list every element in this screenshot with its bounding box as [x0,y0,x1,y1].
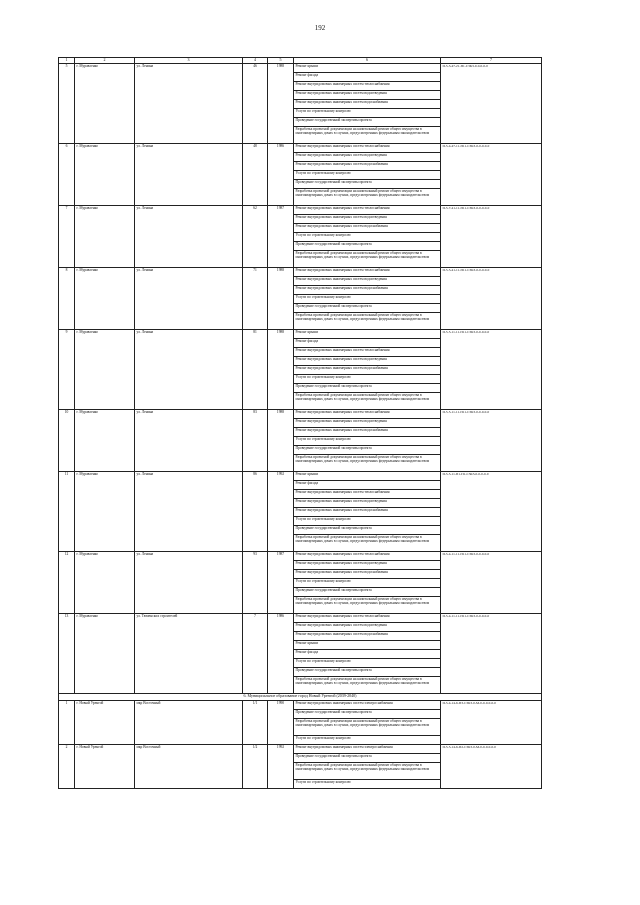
work-type-cell: Услуги по строительному контролю [294,295,441,304]
year-cell: 1992 [268,472,294,552]
work-type-cell: Разработка проектной документации на капитальный ремонт общего имущества в многоквартирных домах в случаях, предусмотренных федеральным законодательством [294,127,441,144]
work-type-cell: Ремонт внутридомовых инженерных систем водоотведения [294,499,441,508]
work-type-cell: Проведение государственной экспертизы проекта [294,710,441,719]
work-type-cell: Ремонт внутридомовых инженерных систем водоотведения [294,561,441,570]
table-row [59,144,542,153]
work-type-cell: Ремонт внутридомовых инженерных систем электроснабжения [294,745,441,754]
work-type-cell: Ремонт фасада [294,339,441,348]
table-row [59,472,542,481]
house-number-cell: 81 [243,330,268,410]
house-number-cell: 86 [243,472,268,552]
code-cell: II-5-3-47-21-П1-С3К3-0-0-0-0-0 [441,64,542,144]
table-row [59,268,542,277]
row-number: 13 [59,614,75,694]
work-type-cell: Проведение государственной экспертизы проекта [294,668,441,677]
house-number-cell: 1/1 [243,701,268,745]
row-number: 11 [59,472,75,552]
work-type-cell: Ремонт внутридомовых инженерных систем водоснабжения [294,508,441,517]
city-cell: г. Муравленко [75,206,135,268]
year-cell: 1988 [268,268,294,330]
work-type-cell: Ремонт внутридомовых инженерных систем водоотведения [294,419,441,428]
register-table [58,57,542,789]
city-cell: г. Новый Уренгой [75,745,135,789]
column-number: 2 [75,58,135,64]
house-number-cell: 1/2 [243,745,268,789]
work-type-cell: Услуги по строительному контролю [294,233,441,242]
table-row [59,745,542,754]
work-type-cell: Ремонт внутридомовых инженерных систем теплоснабжения [294,410,441,419]
table-row [59,206,542,215]
work-type-cell: Услуги по строительному контролю [294,659,441,668]
work-type-cell: Ремонт внутридомовых инженерных систем теплоснабжения [294,268,441,277]
work-type-cell: Ремонт внутридомовых инженерных систем электроснабжения [294,701,441,710]
table-row [59,614,542,623]
city-cell: г. Муравленко [75,472,135,552]
house-number-cell: 7 [243,614,268,694]
house-number-cell: 71 [243,268,268,330]
work-type-cell: Ремонт крыши [294,330,441,339]
street-cell: ул. Ленина [135,206,243,268]
code-cell: II-5-7-41-11-П11-С3К3-0-0-0-0-0 [441,206,542,268]
table-row [59,701,542,710]
city-cell: г. Муравленко [75,144,135,206]
row-number: 2 [59,745,75,789]
street-cell: мкр Восточный [135,701,243,745]
work-type-cell: Разработка проектной документации на капитальный ремонт общего имущества в многоквартирных домах в случаях, предусмотренных федеральным законодательством [294,313,441,330]
work-type-cell: Ремонт внутридомовых инженерных систем водоснабжения [294,632,441,641]
work-type-cell: Ремонт фасада [294,650,441,659]
work-type-cell: Проведение государственной экспертизы проекта [294,242,441,251]
work-type-cell: Разработка проектной документации на капитальный ремонт общего имущества в многоквартирных домах в случаях, предусмотренных федеральным законодательством [294,535,441,552]
year-cell: 1990 [268,701,294,745]
work-type-cell: Проведение государственной экспертизы проекта [294,384,441,393]
row-number: 6 [59,144,75,206]
column-number: 3 [135,58,243,64]
work-type-cell: Разработка проектной документации на капитальный ремонт общего имущества в многоквартирных домах в случаях, предусмотренных федеральным законодательством [294,393,441,410]
work-type-cell: Ремонт фасада [294,73,441,82]
work-type-cell: Ремонт внутридомовых инженерных систем водоснабжения [294,162,441,171]
table-row [59,330,542,339]
work-type-cell: Услуги по строительному контролю [294,171,441,180]
street-cell: ул. Ленина [135,64,243,144]
work-type-cell: Ремонт внутридомовых инженерных систем водоснабжения [294,570,441,579]
column-number: 5 [268,58,294,64]
work-type-cell: Услуги по строительному контролю [294,780,441,789]
house-number-cell: 62 [243,206,268,268]
section-label: 6. Муниципальное образование город Новый Уренгой (2039-2040) [59,694,542,701]
table-row [59,552,542,561]
work-type-cell: Услуги по строительному контролю [294,375,441,384]
work-type-cell: Ремонт внутридомовых инженерных систем водоснабжения [294,100,441,109]
work-type-cell: Ремонт внутридомовых инженерных систем водоотведения [294,357,441,366]
section-row [59,694,542,701]
work-type-cell: Ремонт крыши [294,64,441,73]
work-type-cell: Разработка проектной документации на капитальный ремонт общего имущества в многоквартирных домах в случаях, предусмотренных федеральным законодательством [294,597,441,614]
work-type-cell: Проведение государственной экспертизы проекта [294,754,441,763]
city-cell: г. Муравленко [75,552,135,614]
row-number: 10 [59,410,75,472]
street-cell: ул. Тюменских строителей [135,614,243,694]
row-number: 1 [59,701,75,745]
work-type-cell: Разработка проектной документации на капитальный ремонт общего имущества в многоквартирных домах в случаях, предусмотренных федеральным законодательством [294,455,441,472]
work-type-cell: Услуги по строительному контролю [294,437,441,446]
work-type-cell: Ремонт фасада [294,481,441,490]
work-type-cell: Ремонт внутридомовых инженерных систем теплоснабжения [294,144,441,153]
year-cell: 1987 [268,552,294,614]
house-number-cell: 83 [243,410,268,472]
work-type-cell: Ремонт внутридомовых инженерных систем теплоснабжения [294,614,441,623]
work-type-cell: Ремонт внутридомовых инженерных систем теплоснабжения [294,82,441,91]
work-type-cell: Ремонт внутридомовых инженерных систем теплоснабжения [294,552,441,561]
table-row [59,64,542,73]
house-number-cell: 93 [243,552,268,614]
row-number: 12 [59,552,75,614]
year-cell: 1986 [268,614,294,694]
code-cell: II-5-4-11-11-П11-С3К3-0-0-0-0-0 [441,614,542,694]
year-cell: 1986 [268,144,294,206]
work-type-cell: Разработка проектной документации на капитальный ремонт общего имущества в многоквартирных домах в случаях, предусмотренных федеральным законодательством [294,251,441,268]
work-type-cell: Ремонт внутридомовых инженерных систем водоотведения [294,91,441,100]
work-type-cell: Услуги по строительному контролю [294,579,441,588]
work-type-cell: Проведение государственной экспертизы проекта [294,180,441,189]
work-type-cell: Ремонт внутридомовых инженерных систем теплоснабжения [294,348,441,357]
work-type-cell: Ремонт внутридомовых инженерных систем водоотведения [294,277,441,286]
street-cell: ул. Ленина [135,268,243,330]
work-type-cell: Ремонт внутридомовых инженерных систем водоотведения [294,153,441,162]
row-number: 7 [59,206,75,268]
register-body [59,64,542,789]
city-cell: г. Муравленко [75,330,135,410]
row-number: 5 [59,64,75,144]
street-cell: ул. Ленина [135,410,243,472]
work-type-cell: Разработка проектной документации на капитальный ремонт общего имущества в многоквартирных домах в случаях, предусмотренных федеральным законодательством [294,189,441,206]
code-cell: II-5-4-14-6-П3-С3К3-0-М-0-0-0-0-0-0 [441,701,542,745]
work-type-cell: Проведение государственной экспертизы проекта [294,588,441,597]
row-number: 8 [59,268,75,330]
work-type-cell: Ремонт внутридомовых инженерных систем водоотведения [294,215,441,224]
column-number: 6 [294,58,441,64]
column-number: 1 [59,58,75,64]
house-number-cell: 46 [243,64,268,144]
street-cell: ул. Ленина [135,330,243,410]
code-cell: II-5-5-14-6-П2-С3К3-0-М-0-0-0-0-0-0 [441,745,542,789]
street-cell: мкр Восточный [135,745,243,789]
city-cell: г. Новый Уренгой [75,701,135,745]
column-number: 7 [441,58,542,64]
code-cell: II-5-4-11-11-П11-С3К3-0-0-0-0-0 [441,552,542,614]
code-cell: II-5-5-41-11-П11-С3К3-0-0-0-0-0 [441,268,542,330]
city-cell: г. Муравленко [75,64,135,144]
street-cell: ул. Ленина [135,144,243,206]
work-type-cell: Разработка проектной документации на капитальный ремонт общего имущества в многоквартирных домах в случаях, предусмотренных федеральным законодательством [294,677,441,694]
work-type-cell: Ремонт внутридомовых инженерных систем теплоснабжения [294,490,441,499]
year-cell: 1992 [268,745,294,789]
work-type-cell: Проведение государственной экспертизы проекта [294,118,441,127]
column-number: 4 [243,58,268,64]
work-type-cell: Проведение государственной экспертизы проекта [294,304,441,313]
work-type-cell: Проведение государственной экспертизы проекта [294,526,441,535]
page-number: 192 [314,24,326,32]
row-number: 9 [59,330,75,410]
code-cell: II-5-4-47-11-П11-С3К3-0-0-0-0-0 [441,144,542,206]
work-type-cell: Ремонт внутридомовых инженерных систем водоснабжения [294,366,441,375]
city-cell: г. Муравленко [75,614,135,694]
house-number-cell: 48 [243,144,268,206]
city-cell: г. Муравленко [75,268,135,330]
work-type-cell: Ремонт внутридомовых инженерных систем водоснабжения [294,224,441,233]
work-type-cell: Проведение государственной экспертизы проекта [294,446,441,455]
work-type-cell: Разработка проектной документации на капитальный ремонт общего имущества в многоквартирных домах в случаях, предусмотренных федеральным законодательством [294,719,441,736]
year-cell: 1988 [268,330,294,410]
year-cell: 1988 [268,410,294,472]
work-type-cell: Ремонт внутридомовых инженерных систем водоснабжения [294,286,441,295]
code-cell: II-5-5-11-П1-П1-С3К3-0-0-0-0-0 [441,472,542,552]
work-type-cell: Ремонт крыши [294,472,441,481]
street-cell: ул. Ленина [135,552,243,614]
work-type-cell: Ремонт внутридомовых инженерных систем теплоснабжения [294,206,441,215]
work-type-cell: Услуги по строительному контролю [294,109,441,118]
work-type-cell: Услуги по строительному контролю [294,517,441,526]
year-cell: 1988 [268,64,294,144]
code-cell: II-5-5-11-11-П11-С3К3-0-0-0-0-0 [441,330,542,410]
work-type-cell: Разработка проектной документации на капитальный ремонт общего имущества в многоквартирных домах в случаях, предусмотренных федеральным законодательством [294,763,441,780]
work-type-cell: Услуги по строительному контролю [294,736,441,745]
code-cell: II-5-5-11-11-П11-С3К3-0-0-0-0-0 [441,410,542,472]
street-cell: ул. Ленина [135,472,243,552]
work-type-cell: Ремонт внутридомовых инженерных систем водоотведения [294,623,441,632]
year-cell: 1987 [268,206,294,268]
city-cell: г. Муравленко [75,410,135,472]
table-row [59,410,542,419]
work-type-cell: Ремонт крыши [294,641,441,650]
work-type-cell: Ремонт внутридомовых инженерных систем водоснабжения [294,428,441,437]
